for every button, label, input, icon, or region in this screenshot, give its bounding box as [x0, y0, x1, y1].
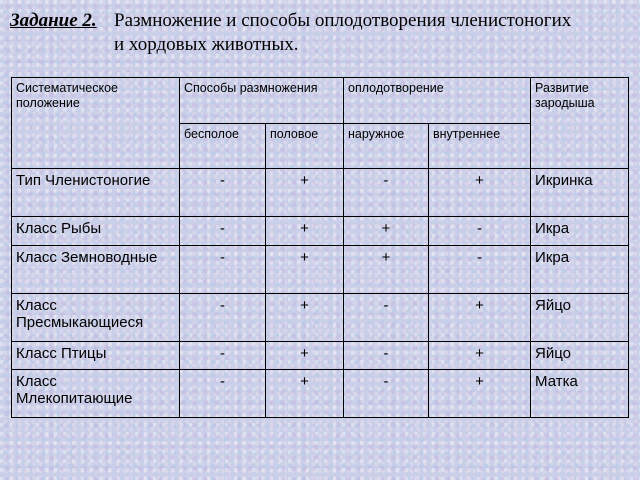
- table-row: [12, 370, 629, 418]
- cell-internal: +: [429, 169, 531, 217]
- cell-external: -: [344, 169, 429, 217]
- header-external: наружное: [344, 124, 429, 169]
- cell-development: Икра: [531, 217, 629, 246]
- cell-sexual: +: [266, 169, 344, 217]
- cell-asexual: -: [180, 370, 266, 418]
- row-label: Класс Земноводные: [12, 246, 180, 294]
- cell-development: Яйцо: [531, 294, 629, 342]
- cell-asexual: -: [180, 294, 266, 342]
- cell-sexual: +: [266, 217, 344, 246]
- cell-external: +: [344, 217, 429, 246]
- header-fertilization: оплодотворение: [344, 78, 531, 124]
- cell-internal: +: [429, 342, 531, 370]
- cell-sexual: +: [266, 342, 344, 370]
- cell-sexual: +: [266, 370, 344, 418]
- cell-external: +: [344, 246, 429, 294]
- row-label: Тип Членистоногие: [12, 169, 180, 217]
- row-label: Класс Пресмыкающиеся: [12, 294, 180, 342]
- table-row: [12, 294, 629, 342]
- slide-title: [10, 8, 635, 60]
- cell-sexual: +: [266, 294, 344, 342]
- cell-external: -: [344, 370, 429, 418]
- table-row: [12, 217, 629, 246]
- title-line-1: Размножение и способы оплодотворения членистоногих: [114, 10, 572, 31]
- header-reproduction: Способы размножения: [180, 78, 344, 124]
- cell-development: Матка: [531, 370, 629, 418]
- header-row-1: [12, 78, 629, 124]
- title-line-2: и хордовых животных.: [114, 34, 299, 55]
- cell-external: -: [344, 294, 429, 342]
- cell-internal: -: [429, 217, 531, 246]
- table-row: [12, 246, 629, 294]
- cell-development: Яйцо: [531, 342, 629, 370]
- reproduction-table: [11, 77, 629, 418]
- cell-internal: +: [429, 370, 531, 418]
- row-label: Класс Млекопитающие: [12, 370, 180, 418]
- cell-sexual: +: [266, 246, 344, 294]
- table-row: [12, 169, 629, 217]
- cell-external: -: [344, 342, 429, 370]
- header-sexual: половое: [266, 124, 344, 169]
- header-internal: внутреннее: [429, 124, 531, 169]
- cell-internal: +: [429, 294, 531, 342]
- table-row: [12, 342, 629, 370]
- header-systematic: Систематическое положение: [12, 78, 180, 169]
- cell-asexual: -: [180, 217, 266, 246]
- row-label: Класс Рыбы: [12, 217, 180, 246]
- cell-asexual: -: [180, 169, 266, 217]
- cell-development: Икринка: [531, 169, 629, 217]
- cell-asexual: -: [180, 246, 266, 294]
- header-development: Развитие зародыша: [531, 78, 629, 169]
- cell-asexual: -: [180, 342, 266, 370]
- row-label: Класс Птицы: [12, 342, 180, 370]
- cell-development: Икра: [531, 246, 629, 294]
- header-asexual: бесполое: [180, 124, 266, 169]
- cell-internal: -: [429, 246, 531, 294]
- task-label: Задание 2.: [10, 10, 97, 31]
